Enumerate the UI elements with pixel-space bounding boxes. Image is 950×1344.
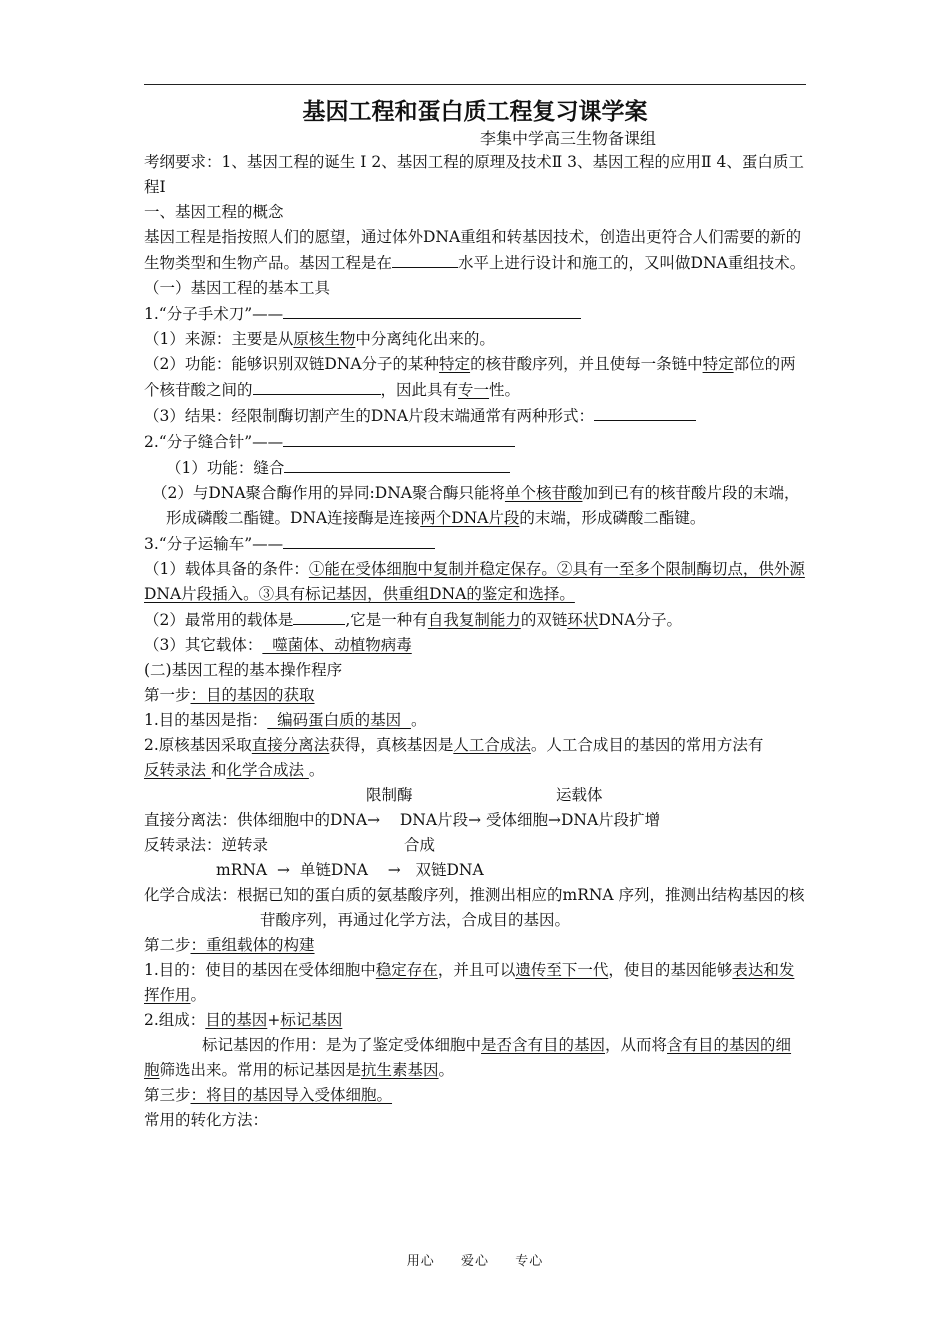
step-three: 第三步：将目的基因导入受体细胞。 — [144, 1086, 393, 1104]
fill-blank[interactable] — [293, 607, 345, 625]
paragraph-concept: 基因工程是指按照人们的愿望，通过体外DNA重组和转基因技术，创造出更符合人们需要的新的生物类型和生物产品。基因工程是在 水平上进行设计和施工的，又叫做DNA重组技术。 — [144, 228, 806, 272]
chemical-synthesis: 化学合成法：根据已知的蛋白质的氨基酸序列，推测出相应的mRNA 序列，推测出结构基因的核苷酸序列，再通过化学方法，合成目的基因。 — [144, 886, 805, 929]
fill-blank[interactable] — [392, 250, 458, 268]
document-body — [144, 96, 806, 1133]
item-vector-common: （2）最常用的载体是 ,它是一种有自我复制能力的双链环状DNA分子。 — [144, 607, 806, 633]
subsection-heading-procedure: (二)基因工程的基本操作程序 — [144, 661, 343, 679]
item-result: （3）结果：经限制酶切割产生的DNA片段末端通常有两种形式： — [144, 403, 806, 429]
fill-blank[interactable] — [283, 301, 581, 319]
item-ligase-compare: （2）与DNA聚合酶作用的异同:DNA聚合酶只能将单个核苷酸加到已有的核苷酸片段的末端，形成磷酸二酯键。DNA连接酶是连接两个DNA片段的末端，形成磷酸二酯键。 — [152, 484, 800, 527]
item-ligase-function: （1）功能：缝合 — [144, 455, 806, 481]
item-vector-other: （3）其它载体： 噬菌体、动植物病毒 — [144, 636, 412, 654]
direct-separation-flow: 直接分离法：供体细胞中的DNA→ DNA片段→ 受体细胞→DNA片段扩增 — [144, 811, 661, 829]
item-composition: 2.组成：目的基因+标记基因 — [144, 1011, 343, 1029]
step-two: 第二步：重组载体的构建 — [144, 936, 315, 954]
fill-blank[interactable] — [283, 531, 435, 549]
item-function: （2）功能：能够识别双链DNA分子的某种特定的核苷酸序列，并且使每一条链中特定部位的两个核苷酸之间的 ，因此具有专一性。 — [144, 355, 796, 399]
syllabus-requirements: 考纲要求：1、基因工程的诞生 Ⅰ 2、基因工程的原理及技术Ⅱ 3、基因工程的应用Ⅱ 4、蛋白质工程Ⅰ — [144, 153, 804, 196]
subsection-heading-tools: （一）基因工程的基本工具 — [144, 279, 331, 297]
item-transformation: 常用的转化方法： — [144, 1111, 269, 1129]
document-title: 基因工程和蛋白质工程复习课学案 — [302, 98, 648, 125]
item-vector-conditions: （1）载体具备的条件：①能在受体细胞中复制并稳定保存。②具有一至多个限制酶切点，供外源DNA片段插入。③具有标记基因，供重组DNA的鉴定和选择。 — [144, 560, 805, 603]
item-scissors: 1.“分子手术刀”—— — [144, 301, 806, 327]
fill-blank[interactable] — [283, 429, 515, 447]
item-purpose: 1.目的：使目的基因在受体细胞中稳定存在，并且可以遗传至下一代，使目的基因能够表达和发挥作用。 — [144, 961, 795, 1004]
reverse-transcription-row: 反转录法：逆转录 合成 — [144, 836, 436, 854]
document-subtitle: 李集中学高三生物备课组 — [479, 129, 656, 148]
section-heading-concept: 一、基因工程的概念 — [144, 203, 284, 221]
fill-blank[interactable] — [253, 377, 381, 395]
item-source: （1）来源：主要是从原核生物中分离纯化出来的。 — [144, 330, 495, 348]
fill-blank[interactable] — [594, 403, 696, 421]
item-target-gene: 1.目的基因是指： 编码蛋白质的基因 。 — [144, 711, 427, 729]
item-gene-methods: 2.原核基因采取直接分离法获得，真核基因是人工合成法。人工合成目的基因的常用方法有反转录法 和化学合成法 。 — [144, 736, 764, 779]
step-one: 第一步：目的基因的获取 — [144, 686, 315, 704]
item-vector: 3.“分子运输车”—— — [144, 531, 806, 557]
item-marker-function: 标记基因的作用：是为了鉴定受体细胞中是否含有目的基因，从而将含有目的基因的细胞筛选出来。常用的标记基因是抗生素基因。 — [144, 1036, 792, 1079]
fill-blank[interactable] — [284, 455, 510, 473]
header-rule — [144, 84, 806, 85]
arrow-labels-row: 限制酶 运载体 — [366, 786, 603, 804]
reverse-transcription-flow: mRNA → 单链DNA → 双链DNA — [216, 861, 484, 879]
item-ligase: 2.“分子缝合针”—— — [144, 429, 806, 455]
page-footer: 用心 爱心 专心 — [406, 1254, 544, 1269]
